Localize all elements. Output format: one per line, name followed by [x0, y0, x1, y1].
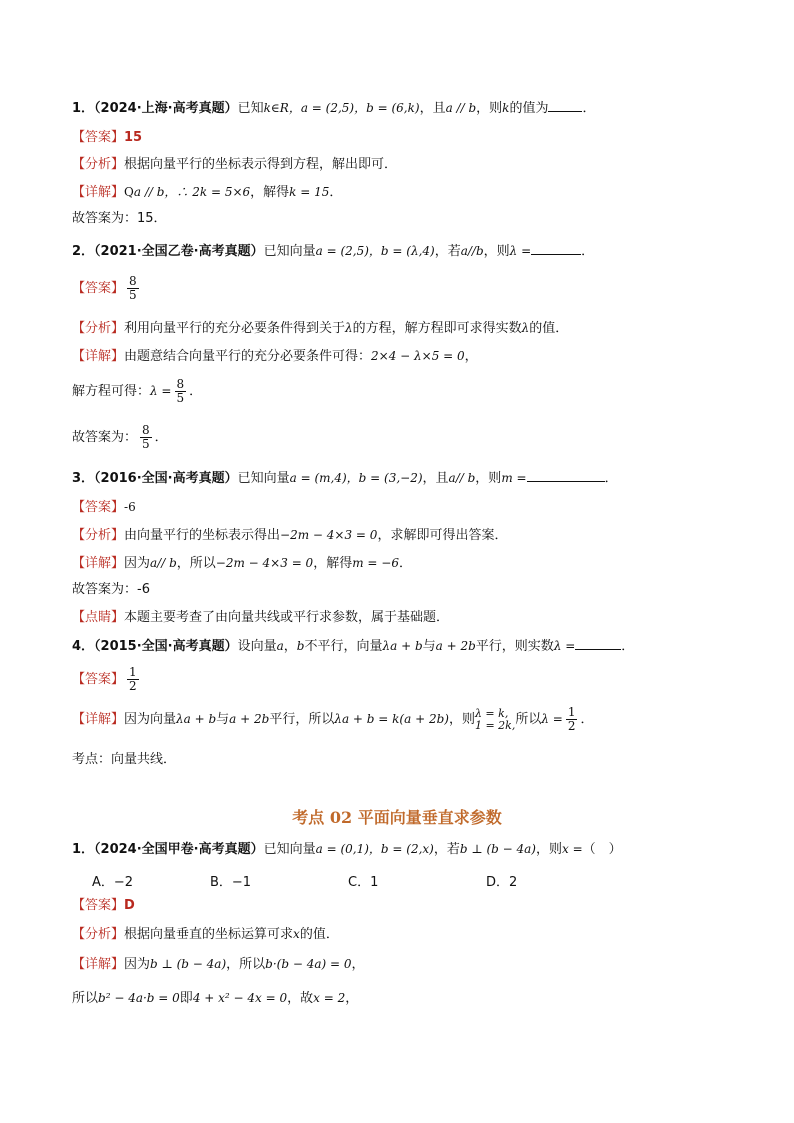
detail-text: ， [351, 957, 365, 972]
answer-blank [548, 101, 582, 112]
math-variable: λ = [509, 244, 532, 258]
analysis-text: 的方程，解方程即可求得实数 [352, 321, 522, 336]
option-a: A．−2 [92, 875, 134, 890]
question-3 [72, 470, 618, 487]
question-1-section2 [72, 841, 622, 858]
conclusion-text: 即 [179, 991, 193, 1006]
answer-value: 15 [124, 130, 143, 145]
detail-text: ， [464, 349, 478, 364]
question-text: 平行，则实数 [475, 639, 554, 654]
answer-line [72, 898, 135, 914]
math-vector: a [276, 639, 284, 653]
detail-text: 因为 [124, 957, 151, 972]
fraction-numerator: 1 [567, 705, 576, 719]
answer-tag: 【答案】 [72, 130, 125, 145]
answer-value: D [124, 898, 135, 913]
question-number: 4． [72, 639, 95, 654]
detail-tag: 【详解】 [72, 185, 125, 200]
math-parallel: a// b [448, 471, 476, 485]
math-expression: a + 2b [435, 639, 476, 653]
detail-text: 由题意结合向量平行的充分必要条件可得： [124, 349, 372, 364]
detail-line [72, 555, 412, 572]
answer-line [72, 275, 142, 302]
final-answer-line: 故答案为：15． [72, 211, 167, 226]
solve-end: ． [189, 384, 203, 399]
system-line-2: 1 = 2k, [474, 718, 516, 732]
question-source: （2024·全国甲卷·高考真题） [94, 842, 264, 857]
detail-tag: 【详解】 [72, 556, 125, 571]
section-title: 考点 02 平面向量垂直求参数 [292, 808, 502, 827]
math-variable: x = [562, 842, 583, 856]
question-end: ． [621, 639, 635, 654]
conclusion-line [72, 990, 358, 1007]
math-result: k = 15 [289, 185, 330, 199]
math-expression: λa + b [382, 639, 423, 653]
math-variable: m = [501, 471, 527, 485]
question-text: 已知向量 [237, 471, 290, 486]
final-end: ． [154, 430, 168, 445]
answer-fraction [127, 666, 139, 693]
question-end: ． [604, 471, 618, 486]
detail-line [72, 348, 478, 365]
analysis-text: 根据向量平行的坐标表示得到方程，解出即可． [124, 157, 398, 172]
math-condition: a = (0,1)，b = (2,x) [315, 842, 434, 856]
comment-line [72, 610, 449, 626]
math-parallel: a//b [460, 244, 484, 258]
question-text: 设向量 [237, 639, 277, 654]
math-symbol: Q [124, 185, 134, 199]
detail-text: 因为向量 [124, 712, 177, 727]
analysis-text: 的值． [529, 321, 569, 336]
math-result: m = −6 [352, 556, 399, 570]
analysis-text: ，求解即可得出答案． [377, 528, 508, 543]
question-text: ，则 [536, 842, 563, 857]
math-result: x = 2 [313, 991, 346, 1005]
detail-line [72, 956, 365, 973]
detail-text: ，所以 [226, 957, 266, 972]
math-vector: b [296, 639, 305, 653]
fraction-denominator: 5 [176, 391, 185, 405]
solve-line [72, 378, 202, 405]
analysis-tag: 【分析】 [72, 528, 125, 543]
question-text: 不平行，向量 [304, 639, 383, 654]
system-line-1: λ = k, [474, 706, 509, 720]
math-variable: λ [521, 321, 530, 335]
equation-system [475, 708, 515, 732]
detail-line [72, 184, 342, 201]
detail-text: ． [398, 556, 412, 571]
final-fraction [140, 424, 152, 451]
detail-text: ． [580, 712, 594, 727]
fraction-numerator: 8 [129, 274, 137, 288]
question-end: ． [582, 101, 596, 116]
math-parallel: a // b [445, 101, 477, 115]
question-text: 的值为 [509, 101, 549, 116]
answer-tag: 【答案】 [72, 898, 125, 913]
math-equation: ，∴ 2k = 5×6 [164, 185, 251, 199]
question-text: ，且 [422, 471, 449, 486]
math-variable: x [293, 927, 300, 941]
detail-tag: 【详解】 [72, 957, 125, 972]
question-text: ，且 [419, 101, 446, 116]
math-perpendicular: b ⊥ (b − 4a) [459, 842, 536, 856]
question-text: 已知向量 [263, 842, 316, 857]
question-text: ，则 [476, 101, 503, 116]
analysis-line [72, 157, 397, 173]
analysis-text: 由向量平行的坐标表示得出 [124, 528, 281, 543]
answer-blank [527, 471, 605, 482]
detail-tag: 【详解】 [72, 712, 125, 727]
question-text: ， [283, 639, 297, 654]
analysis-line [72, 320, 568, 337]
analysis-tag: 【分析】 [72, 927, 125, 942]
math-condition: a = (2,5)，b = (λ,4) [315, 244, 435, 258]
question-1 [72, 100, 595, 117]
question-text: 与 [422, 639, 436, 654]
question-2 [72, 243, 594, 260]
math-variable: λ = [553, 639, 576, 653]
question-4 [72, 638, 634, 655]
knowledge-point-line: 考点：向量共线． [72, 752, 177, 767]
math-perpendicular: b ⊥ (b − 4a) [150, 957, 227, 971]
fraction-numerator: 8 [176, 377, 185, 391]
question-source: （2015·全国·高考真题） [94, 639, 238, 654]
question-source: （2024·上海·高考真题） [94, 101, 238, 116]
analysis-line [72, 926, 339, 943]
math-equation: 2×4 − λ×5 = 0 [371, 349, 465, 363]
question-text: ，则 [483, 244, 510, 259]
answer-tag: 【答案】 [72, 672, 125, 687]
question-text: ，则 [475, 471, 502, 486]
math-parallel: a// b [150, 556, 177, 570]
fraction-denominator: 5 [142, 437, 150, 451]
question-source: （2021·全国乙卷·高考真题） [94, 244, 264, 259]
detail-text: ，解得 [250, 185, 290, 200]
question-number: 3． [72, 471, 95, 486]
conclusion-text: ，故 [287, 991, 314, 1006]
question-text: ，若 [434, 244, 461, 259]
answer-line [72, 666, 142, 693]
math-lhs: λ = [541, 712, 563, 726]
analysis-text: 根据向量垂直的坐标运算可求 [124, 927, 294, 942]
math-equation: −2m − 4×3 = 0 [280, 528, 378, 542]
fraction-denominator: 2 [129, 679, 137, 693]
option-b: B．−1 [210, 875, 252, 890]
math-parallel: a // b [133, 185, 165, 199]
final-answer-line [72, 424, 168, 451]
math-condition: a = (m,4)，b = (3,−2) [289, 471, 423, 485]
detail-text: ，所以 [176, 556, 216, 571]
question-number: 1． [72, 842, 95, 857]
math-equation: −2m − 4×3 = 0 [215, 556, 314, 570]
math-condition: k∈R，a = (2,5)，b = (6,k) [263, 101, 420, 115]
detail-text: 与 [216, 712, 230, 727]
fraction-denominator: 5 [129, 288, 137, 302]
analysis-text: 利用向量平行的充分必要条件得到关于 [124, 321, 346, 336]
conclusion-text: 所以 [72, 991, 99, 1006]
detail-text: ，解得 [313, 556, 353, 571]
math-lhs: λ = [150, 384, 172, 398]
math-variable: λ [345, 321, 353, 335]
math-equation: 4 + x² − 4x = 0 [192, 991, 288, 1005]
question-number: 1． [72, 101, 95, 116]
detail-text: ． [329, 185, 343, 200]
analysis-tag: 【分析】 [72, 157, 125, 172]
math-variable: k [502, 101, 510, 115]
math-expression: a + 2b [229, 712, 270, 726]
detail-tag: 【详解】 [72, 349, 125, 364]
question-text: 已知向量 [263, 244, 316, 259]
option-c: C．1 [348, 875, 379, 890]
question-paren: （ ） [582, 842, 622, 857]
detail-text: 因为 [124, 556, 151, 571]
answer-tag: 【答案】 [72, 500, 125, 515]
fraction-numerator: 1 [129, 665, 137, 679]
answer-line [72, 499, 136, 516]
detail-text: 平行，所以 [269, 712, 335, 727]
detail-text: 所以 [515, 712, 542, 727]
fraction-numerator: 8 [142, 423, 150, 437]
answer-value: -6 [124, 500, 136, 514]
final-text: 故答案为： [72, 430, 138, 445]
comment-text: 本题主要考查了由向量共线或平行求参数，属于基础题． [124, 610, 450, 625]
answer-blank [531, 244, 581, 255]
answer-line [72, 130, 142, 146]
final-answer-line: 故答案为：-6 [72, 582, 150, 597]
math-equation: b² − 4a·b = 0 [98, 991, 180, 1005]
math-expression: λa + b [176, 712, 217, 726]
detail-text: ，则 [448, 712, 475, 727]
analysis-tag: 【分析】 [72, 321, 125, 336]
option-d: D．2 [486, 875, 518, 890]
math-equation: λa + b = k(a + 2b) [334, 712, 449, 726]
answer-blank [575, 639, 621, 650]
conclusion-text: ， [345, 991, 359, 1006]
analysis-text: 的值． [299, 927, 339, 942]
answer-tag: 【答案】 [72, 281, 125, 296]
question-end: ． [581, 244, 595, 259]
solve-fraction [175, 378, 187, 405]
question-source: （2016·全国·高考真题） [94, 471, 238, 486]
answer-fraction [127, 275, 139, 302]
fraction-denominator: 2 [567, 719, 576, 733]
detail-line [72, 706, 594, 733]
math-dot-product: b·(b − 4a) = 0 [265, 957, 352, 971]
question-text: ，若 [433, 842, 460, 857]
detail-fraction [566, 706, 578, 733]
question-number: 2． [72, 244, 95, 259]
solve-text: 解方程可得： [72, 384, 151, 399]
analysis-line [72, 527, 507, 544]
comment-tag: 【点睛】 [72, 610, 125, 625]
question-text: 已知 [237, 101, 264, 116]
